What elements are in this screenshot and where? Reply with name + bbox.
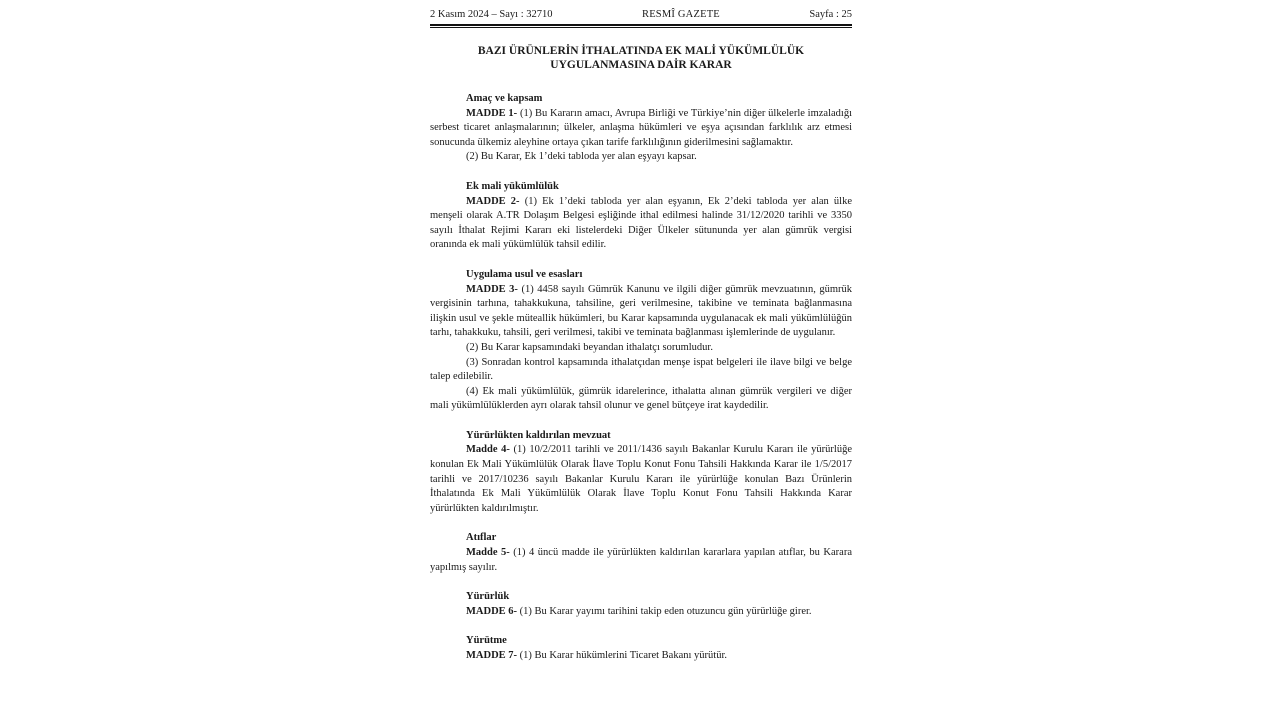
- gazette-page: [430, 8, 852, 664]
- article-number: Madde 4-: [466, 444, 510, 456]
- document-title: [430, 44, 852, 72]
- header-page-number: Sayfa : 25: [809, 9, 852, 20]
- paragraph-text: (2) Bu Karar, Ek 1’deki tabloda yer alan eşyayı kapsar.: [466, 151, 697, 163]
- header-rule-thick: [430, 24, 852, 26]
- article-section: [430, 180, 852, 253]
- article-section: [430, 590, 852, 619]
- article-number: MADDE 3-: [466, 283, 518, 295]
- title-line-1: BAZI ÜRÜNLERİN İTHALATINDA EK MALİ YÜKÜMLÜLÜK: [477, 45, 805, 57]
- paragraph-text: (1) 4458 sayılı Gümrük Kanunu ve ilgili diğer gümrük mevzuatının, gümrük vergisinin tarhına, tahakkukuna, tahsiline, geri verilmesine, takibine ve teminata bağlanmasına ilişkin usul ve şekle müteallik hükümleri, bu Karar kapsamında uygulanacak ek mali yükümlülüğün tarhı, tahakkuku, tahsili, geri verilmesi, takibi ve teminata bağlanması işlemlerinde de uygulanır.: [430, 283, 852, 339]
- article-paragraph: [430, 150, 852, 165]
- article-heading: Yürütme: [466, 635, 507, 647]
- article-paragraph: [430, 546, 852, 575]
- paragraph-text: (1) Bu Kararın amacı, Avrupa Birliği ve Türkiye’nin diğer ülkelerle imzaladığı serbest ticaret anlaşmalarının; ülkeler, anlaşma hükümleri ve eşya açısından farklılık arz etmesi sonucunda ülkemiz aleyhine ortaya çıkan tarife farklılığının giderilmesini sağlamaktır.: [430, 107, 852, 148]
- article-paragraph: [430, 356, 852, 385]
- title-line-2: UYGULANMASINA DAİR KARAR: [550, 59, 732, 71]
- article-paragraph: [430, 443, 852, 516]
- article-paragraph: [430, 107, 852, 151]
- paragraph-text: (1) 10/2/2011 tarihli ve 2011/1436 sayılı Bakanlar Kurulu Kararı ile yürürlüğe konulan Ek Mali Yükümlülük Olarak İlave Toplu Konut Fonu Tahsili Hakkında Karar ile 1/5/2017 tarihli ve 2017/10236 sayılı Bakanlar Kurulu Kararı ile yürürlüğe konulan Bazı Ürünlerin İthalatında Ek Mali Yükümlülük Olarak İlave Toplu Konut Fonu Tahsili Hakkında Karar yürürlükten kaldırılmıştır.: [430, 444, 852, 514]
- paragraph-text: (3) Sonradan kontrol kapsamında ithalatçıdan menşe ispat belgeleri ile ilave bilgi ve belge talep edilebilir.: [430, 356, 852, 383]
- paragraph-text: (2) Bu Karar kapsamındaki beyandan ithalatçı sorumludur.: [466, 341, 713, 353]
- paragraph-text: (4) Ek mali yükümlülük, gümrük idarelerince, ithalatta alınan gümrük vergileri ve diğer mali yükümlülüklerden ayrı olarak tahsil olunur ve genel bütçeye irat kaydedilir.: [430, 385, 852, 412]
- article-heading: Ek mali yükümlülük: [466, 180, 559, 192]
- article-number: MADDE 7-: [466, 650, 518, 661]
- article-section: [430, 268, 852, 414]
- article-heading: Amaç ve kapsam: [466, 93, 543, 104]
- article-section: [430, 531, 852, 575]
- article-heading: Uygulama usul ve esasları: [466, 268, 583, 280]
- article-number: MADDE 2-: [466, 195, 520, 207]
- header-date-issue: 2 Kasım 2024 – Sayı : 32710: [430, 9, 553, 20]
- article-heading: Atıflar: [466, 532, 497, 544]
- article-paragraph: [430, 195, 852, 253]
- paragraph-text: (1) 4 üncü madde ile yürürlükten kaldırılan kararlara yapılan atıflar, bu Karara yapılmış sayılır.: [430, 547, 852, 573]
- header-publication-name: RESMÎ GAZETE: [641, 9, 720, 20]
- article-section: [430, 634, 852, 663]
- article-number: MADDE 1-: [466, 107, 518, 119]
- article-paragraph: [430, 385, 852, 414]
- article-section: [430, 429, 852, 517]
- paragraph-text: (1) Bu Karar hükümlerini Ticaret Bakanı yürütür.: [517, 650, 728, 661]
- paragraph-text: (1) Bu Karar yayımı tarihini takip eden otuzuncu gün yürürlüğe girer.: [517, 605, 812, 617]
- page-header: [430, 8, 852, 23]
- article-section: [430, 92, 852, 165]
- article-paragraph: [430, 649, 852, 664]
- article-paragraph: [430, 605, 852, 620]
- article-number: Madde 5-: [466, 547, 510, 559]
- article-heading: Yürürlük: [466, 591, 510, 603]
- header-rule-thin: [430, 27, 852, 28]
- article-paragraph: [430, 341, 852, 356]
- paragraph-text: (1) Ek 1’deki tabloda yer alan eşyanın, Ek 2’deki tabloda yer alan ülke menşeli olarak A.TR Dolaşım Belgesi eşliğinde ithal edilmesi halinde 31/12/2020 tarihli ve 3350 sayılı İthalat Rejimi Kararı eki listelerdeki Diğer Ülkeler sütununda yer alan gümrük vergisi oranında ek mali yükümlülük tahsil edilir.: [430, 195, 852, 251]
- article-number: MADDE 6-: [466, 605, 518, 617]
- article-heading: Yürürlükten kaldırılan mevzuat: [466, 429, 611, 441]
- document-body: [430, 92, 852, 664]
- article-paragraph: [430, 283, 852, 341]
